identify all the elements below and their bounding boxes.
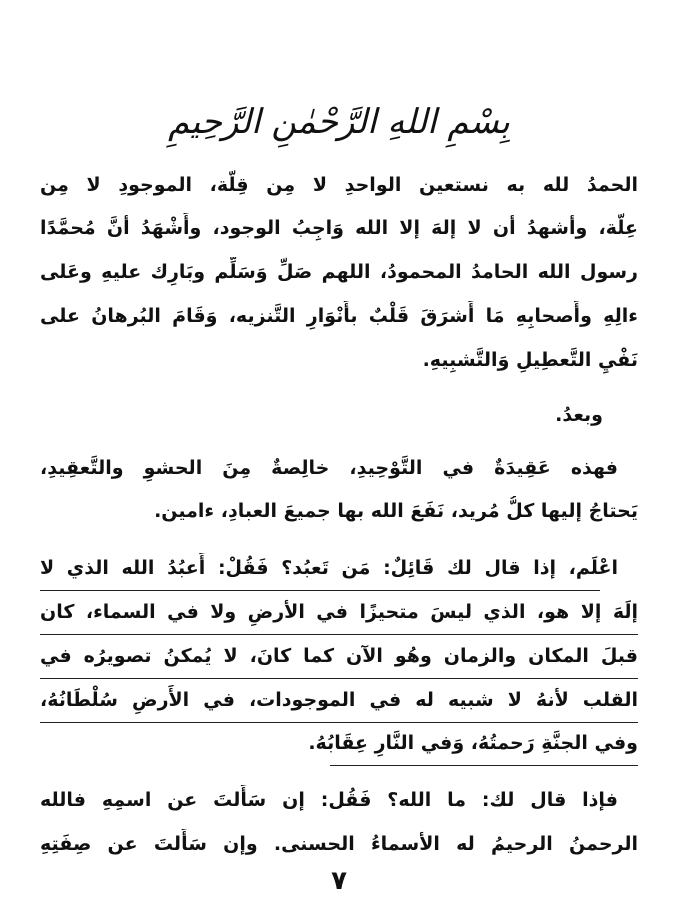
- intro-line-4: ءالِهِ وأَصحابِهِ مَا أَشرَقَ قَلْبٌ بأَنْوَارِ التَّنزيه، وَقَامَ البُرهانُ على: [40, 305, 638, 327]
- page-number: ٧: [331, 866, 347, 896]
- question1-line-3: قبلَ المكان والزمان وهُو الآن كما كانَ، لا يُمكنُ تصويرُه في: [40, 645, 638, 667]
- underline-4: [40, 722, 638, 723]
- wabaad-line: وبعدُ.: [555, 404, 603, 426]
- question1-line-2: إلَهَ إلا هو، الذي ليسَ متحيزًا في الأرضِ ولا في السماء، كان: [40, 601, 638, 623]
- question1-line-5: وفي الجنَّةِ رَحمتُهُ، وَفي النَّارِ عِقَابُهُ.: [308, 732, 638, 754]
- intro-line-2: عِلَّة، وأشهدُ أن لا إلهَ إلا الله وَاجِبُ الوجود، وأَشْهَدُ أنَّ مُحمَّدًا: [40, 217, 638, 239]
- aqida-line-2: يَحتاجُ إليها كلُّ مُريد، نَفَعَ الله بها جميعَ العبادِ، ءامين.: [154, 500, 638, 522]
- aqida-line-1: فهذه عَقِيدَةٌ في التَّوْحِيدِ، خالِصةٌ مِنَ الحشوِ والتَّعقِيدِ،: [40, 457, 618, 479]
- intro-line-3: رسول الله الحامدُ المحمودُ، اللهم صَلِّ وَسَلِّم وبَارِك عليهِ وعَلى: [40, 261, 638, 283]
- intro-line-1: الحمدُ لله به نستعين الواحدِ لا مِن قِلَّة، الموجودِ لا مِن: [40, 174, 638, 196]
- question1-line-4: القلب لأنهُ لا شبيه له في الموجودات، في الأَرضِ سُلْطَانُهُ،: [40, 689, 638, 711]
- intro-line-5: نَفْيِ التَّعطِيلِ وَالتَّشبِيهِ.: [422, 349, 638, 371]
- basmala-heading: بِسْمِ اللهِ الرَّحْمٰنِ الرَّحِيمِ: [168, 102, 510, 142]
- question1-line-1: اعْلَم، إذا قال لك قَائِلٌ: مَن تَعبُد؟ فَقُلْ: أَعبُدُ الله الذي لا: [40, 557, 618, 579]
- underline-2: [40, 634, 638, 635]
- question2-line-2: الرحمنُ الرحيمُ له الأسماءُ الحسنى. وإن سَأَلتَ عن صِفَتِهِ: [40, 833, 638, 855]
- question2-line-1: فإذا قال لك: ما الله؟ فَقُل: إن سَأَلتَ عن اسمِهِ فالله: [40, 789, 618, 811]
- underline-1: [40, 590, 600, 591]
- underline-3: [40, 678, 638, 679]
- underline-5: [330, 765, 638, 766]
